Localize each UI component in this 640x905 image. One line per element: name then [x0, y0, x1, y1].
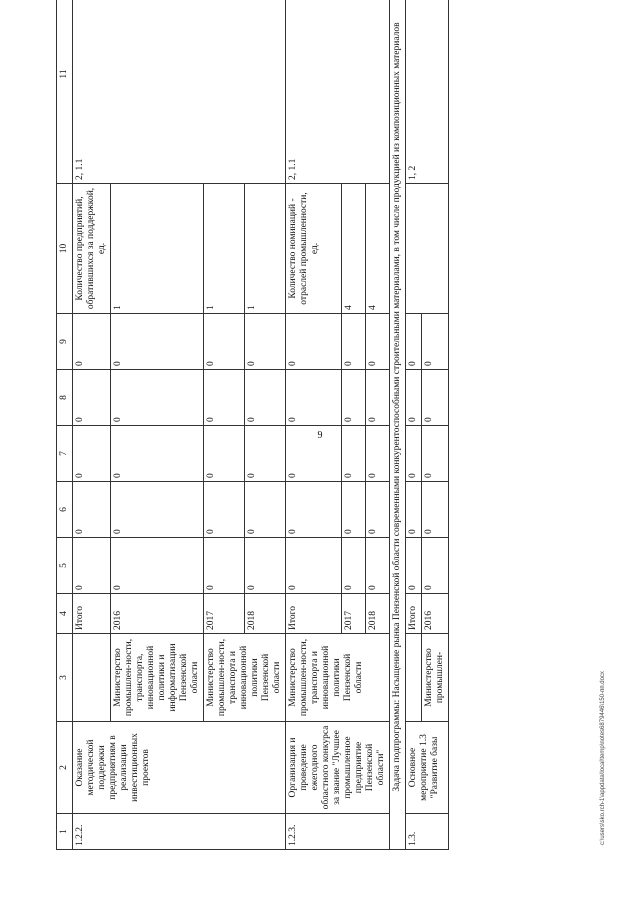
value-cell: 0: [366, 314, 390, 370]
table-row: [286, 0, 342, 850]
indicator-value: 4: [366, 184, 390, 314]
executor-cell: Министерство промышлен-ности, транспорта, инновационной политики и информатизации Пензенской области: [111, 634, 204, 722]
year-cell: 2016: [422, 594, 449, 634]
value-cell: 0: [342, 314, 366, 370]
value-cell: 0: [111, 482, 204, 538]
value-cell: 0: [406, 314, 422, 370]
value-cell: 0: [204, 426, 245, 482]
value-cell: 0: [366, 482, 390, 538]
header-cell: 10: [57, 184, 73, 314]
event-name: Организация и проведение ежегодного областного конкурса за звание "Лучшее промышленное предприятие Пензенской области": [286, 722, 390, 814]
year-cell: 2018: [245, 594, 286, 634]
year-cell: 2016: [111, 594, 204, 634]
value-cell: 0: [111, 426, 204, 482]
section-heading: Задача подпрограммы: Насыщение рынка Пензенской области современными конкурентоспособными строительными материалами, в том числе продукцией из композиционных материалов: [390, 0, 406, 850]
value-cell: 0: [286, 314, 342, 370]
indicator-name: Количество номинаций - отраслей промышленности, ед.: [286, 184, 342, 314]
executor-cell: Министерство промышлен-ности, транспорта и инновационной политики Пензенской области: [286, 634, 390, 722]
value-cell: 0: [342, 538, 366, 594]
value-cell: 0: [111, 314, 204, 370]
value-cell: 0: [406, 482, 422, 538]
indicator-name: Количество предприятий, обратившихся за поддержкой, ед.: [73, 184, 111, 314]
section-row: [390, 0, 406, 850]
value-cell: 0: [366, 370, 390, 426]
header-cell: 4: [57, 594, 73, 634]
header-cell: 8: [57, 370, 73, 426]
value-cell: 0: [73, 482, 111, 538]
link-cell: 1, 2: [406, 0, 449, 184]
table-row: [406, 0, 422, 850]
value-cell: 0: [422, 370, 449, 426]
value-cell: 0: [406, 370, 422, 426]
value-cell: 0: [204, 482, 245, 538]
executor-cell: Министерство промышлен-: [422, 634, 449, 722]
executor-cell: Министерство промышлен-ности, транспорта и инновационной политики Пензенской области: [204, 634, 286, 722]
table-row: [73, 0, 111, 850]
header-cell: 5: [57, 538, 73, 594]
indicator-value: 1: [204, 184, 245, 314]
value-cell: 0: [342, 426, 366, 482]
indicator-value: 1: [111, 184, 204, 314]
header-cell: 3: [57, 634, 73, 722]
value-cell: 0: [245, 314, 286, 370]
year-cell: 2017: [342, 594, 366, 634]
header-cell: 2: [57, 722, 73, 814]
executor-cell: [406, 634, 422, 722]
value-cell: 0: [422, 538, 449, 594]
row-number: 1.3.: [406, 814, 449, 850]
value-cell: 0: [422, 426, 449, 482]
year-cell: 2017: [204, 594, 245, 634]
value-cell: 0: [111, 370, 204, 426]
indicator-value: 1: [245, 184, 286, 314]
file-path-footer: c:\users\sko.rch-1\appdata\local\temp\notes6879446\150-пп.docx: [600, 671, 606, 845]
event-name: Оказание методической поддержки предприятиям в реализации инвестиционных проектов: [73, 722, 286, 814]
value-cell: 0: [342, 482, 366, 538]
value-cell: 0: [245, 538, 286, 594]
header-cell: 9: [57, 314, 73, 370]
value-cell: 0: [204, 538, 245, 594]
row-number: 1.2.2.: [73, 814, 286, 850]
value-cell: 0: [406, 538, 422, 594]
header-row: [57, 0, 73, 850]
indicator-value: 4: [342, 184, 366, 314]
value-cell: 0: [286, 482, 342, 538]
value-cell: 0: [204, 370, 245, 426]
year-cell: 2018: [366, 594, 390, 634]
value-cell: 0: [245, 482, 286, 538]
value-cell: 0: [245, 370, 286, 426]
row-number: 1.2.3.: [286, 814, 390, 850]
year-cell: Итого: [73, 594, 111, 634]
header-cell: 7: [57, 426, 73, 482]
value-cell: 0: [422, 482, 449, 538]
value-cell: 0: [286, 538, 342, 594]
year-cell: Итого: [406, 594, 422, 634]
header-cell: 1: [57, 814, 73, 850]
value-cell: 0: [73, 370, 111, 426]
value-cell: 0: [204, 314, 245, 370]
value-cell: 0: [366, 426, 390, 482]
value-cell: 0: [342, 370, 366, 426]
value-cell: 0: [366, 538, 390, 594]
link-cell: 2, 1.1: [73, 0, 286, 184]
value-cell: 0: [73, 426, 111, 482]
executor-cell: [73, 634, 111, 722]
value-cell: 0: [286, 370, 342, 426]
header-cell: 6: [57, 482, 73, 538]
year-cell: Итого: [286, 594, 342, 634]
value-cell: 0: [422, 314, 449, 370]
link-cell: 2, 1.1: [286, 0, 390, 184]
value-cell: 0: [406, 426, 422, 482]
value-cell: 0: [111, 538, 204, 594]
page-number: 9: [317, 430, 323, 441]
value-cell: 0: [286, 426, 342, 482]
rotated-table-container: [56, 22, 596, 850]
event-name: Основное мероприятие 1.3 "Развитие базы: [406, 722, 449, 814]
value-cell: 0: [73, 538, 111, 594]
header-cell: 11: [57, 0, 73, 184]
value-cell: 0: [245, 426, 286, 482]
program-table: [56, 0, 449, 850]
indicator-name: [406, 184, 449, 314]
value-cell: 0: [73, 314, 111, 370]
